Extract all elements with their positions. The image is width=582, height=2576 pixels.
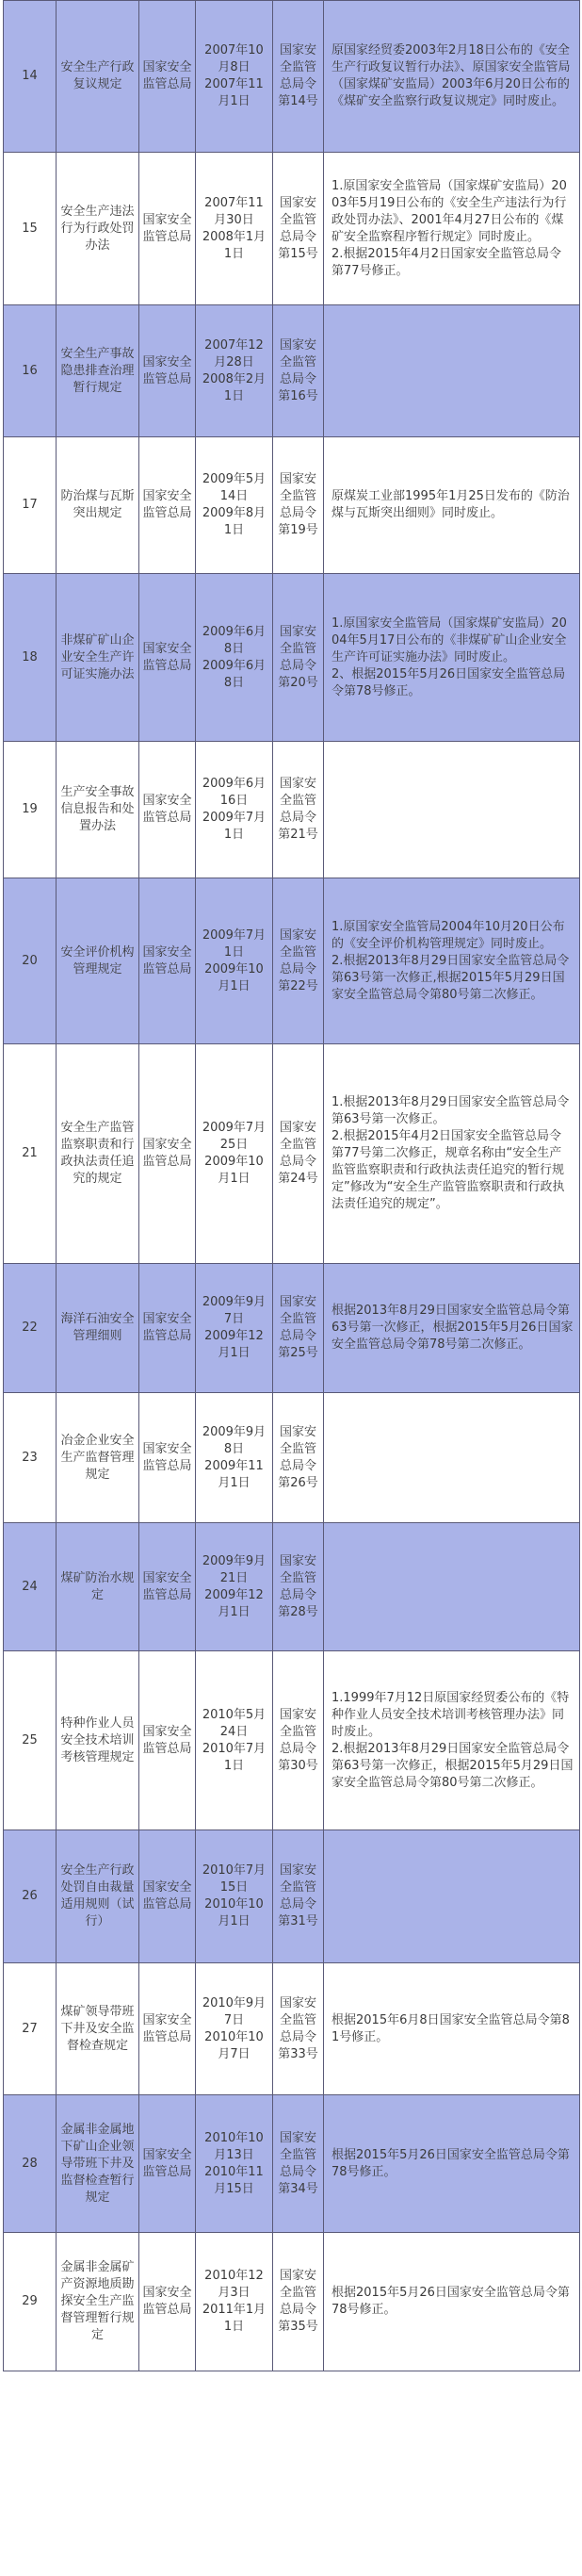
- order-number: 国家安全监管总局令第28号: [278, 1553, 318, 1619]
- regulation-name: 安全生产监管监察职责和行政执法责任追究的规定: [60, 1121, 135, 1186]
- promulgation-effective-dates: 2010年5月24日: [202, 1707, 267, 1739]
- promulgation-effective-dates: 2010年10月7日: [204, 2029, 264, 2061]
- promulgation-effective-dates: 2009年6月16日: [202, 777, 267, 808]
- order-number: 国家安全监管总局令第20号: [278, 624, 318, 690]
- remarks: 根据2013年8月29日国家安全监管总局令第63号第一次修正，根据2015年5月26日国家安全监管总局令第78号第二次修正。: [331, 1304, 574, 1352]
- row-number: 22: [22, 1321, 38, 1335]
- promulgation-effective-dates: 2010年9月7日: [202, 1995, 267, 2027]
- order-number-cell: [273, 1, 324, 153]
- promulgation-effective-dates-cell: [196, 2233, 273, 2371]
- table-row: [4, 742, 580, 878]
- promulgation-effective-dates-cell: [196, 437, 273, 574]
- promulgation-effective-dates-cell: [196, 1830, 273, 1963]
- regulation-name: 安全评价机构管理规定: [60, 944, 135, 976]
- promulgation-effective-dates: 2007年11月1日: [204, 77, 264, 108]
- order-number: 国家安全监管总局令第25号: [278, 1295, 318, 1360]
- table-row: [4, 153, 580, 305]
- remarks: 2、根据2015年5月26日国家安全监管总局令第78号修正。: [331, 666, 566, 698]
- regulation-name: 海洋石油安全管理细则: [60, 1312, 135, 1343]
- order-number-cell: [273, 1523, 324, 1651]
- row-number-cell: [4, 1393, 57, 1523]
- order-number: 国家安全监管总局令第22号: [278, 927, 318, 993]
- order-number-cell: [273, 2233, 324, 2371]
- row-number-cell: [4, 878, 57, 1044]
- row-number: 17: [22, 498, 38, 512]
- order-number: 国家安全监管总局令第19号: [278, 472, 318, 537]
- regulation-name-cell: [57, 1393, 139, 1523]
- regulation-name-cell: [57, 742, 139, 878]
- issuing-authority-cell: [139, 1044, 196, 1264]
- regulation-name: 冶金企业安全生产监督管理规定: [60, 1433, 135, 1482]
- promulgation-effective-dates: 2007年12月28日: [204, 337, 264, 369]
- issuing-authority: 国家安全监管总局: [142, 2147, 192, 2179]
- promulgation-effective-dates-cell: [196, 1963, 273, 2095]
- row-number-cell: [4, 1044, 57, 1264]
- promulgation-effective-dates-cell: [196, 1393, 273, 1523]
- issuing-authority: 国家安全监管总局: [142, 212, 192, 244]
- promulgation-effective-dates: 2009年5月14日: [202, 472, 267, 503]
- order-number-cell: [273, 437, 324, 574]
- issuing-authority-cell: [139, 574, 196, 742]
- remarks: 2.根据2015年4月2日国家安全监管总局令第77号第二次修正，规章名称由“安全生产监管监察职责和行政执法责任追究的暂行规定”修改为“安全生产监管监察职责和行政执法责任追究的规定”。: [331, 1129, 565, 1211]
- issuing-authority-cell: [139, 1393, 196, 1523]
- remarks-cell: [324, 574, 580, 742]
- promulgation-effective-dates-cell: [196, 153, 273, 305]
- issuing-authority-cell: [139, 878, 196, 1044]
- row-number-cell: [4, 437, 57, 574]
- promulgation-effective-dates-cell: [196, 1264, 273, 1393]
- order-number: 国家安全监管总局令第24号: [278, 1121, 318, 1186]
- remarks-cell: [324, 1830, 580, 1963]
- table-row: [4, 1830, 580, 1963]
- issuing-authority: 国家安全监管总局: [142, 1880, 192, 1911]
- row-number-cell: [4, 1523, 57, 1651]
- regulation-name-cell: [57, 1523, 139, 1651]
- remarks: 根据2015年5月26日国家安全监管总局令第78号修正。: [331, 2286, 570, 2317]
- issuing-authority-cell: [139, 1651, 196, 1830]
- row-number: 24: [22, 1579, 38, 1594]
- promulgation-effective-dates: 2009年6月8日: [202, 624, 267, 656]
- order-number: 国家安全监管总局令第15号: [278, 195, 318, 261]
- promulgation-effective-dates-cell: [196, 1, 273, 153]
- table-row: [4, 1264, 580, 1393]
- table-row: [4, 1963, 580, 2095]
- promulgation-effective-dates: 2009年7月25日: [202, 1121, 267, 1152]
- regulation-name-cell: [57, 1264, 139, 1393]
- remarks-cell: [324, 437, 580, 574]
- order-number: 国家安全监管总局令第35号: [278, 2269, 318, 2334]
- issuing-authority: 国家安全监管总局: [142, 1312, 192, 1343]
- remarks: 1.原国家安全监管局（国家煤矿安监局）2003年5月19日公布的《安全生产违法行为行政处罚办法》、2001年4月27日公布的《煤矿安全监察程序暂行规定》同时废止。: [331, 178, 567, 244]
- issuing-authority-cell: [139, 1963, 196, 2095]
- issuing-authority: 国家安全监管总局: [142, 354, 192, 386]
- order-number: 国家安全监管总局令第14号: [278, 43, 318, 108]
- row-number-cell: [4, 305, 57, 437]
- promulgation-effective-dates-cell: [196, 574, 273, 742]
- regulation-name: 安全生产行政复议规定: [60, 60, 135, 91]
- promulgation-effective-dates-cell: [196, 878, 273, 1044]
- promulgation-effective-dates: 2009年7月1日: [202, 811, 267, 842]
- order-number-cell: [273, 742, 324, 878]
- remarks: 1.1999年7月12日原国家经贸委公布的《特种作业人员安全技术培训考核管理办法》同时废止。: [331, 1690, 570, 1739]
- table-row: [4, 574, 580, 742]
- promulgation-effective-dates-cell: [196, 1651, 273, 1830]
- regulation-name: 生产安全事故信息报告和处置办法: [60, 785, 135, 833]
- regulation-name-cell: [57, 878, 139, 1044]
- order-number-cell: [273, 1830, 324, 1963]
- promulgation-effective-dates: 2009年6月8日: [202, 658, 267, 690]
- remarks-cell: [324, 1393, 580, 1523]
- regulation-name: 安全生产行政处罚自由裁量适用规则（试行）: [60, 1863, 135, 1928]
- issuing-authority-cell: [139, 1, 196, 153]
- promulgation-effective-dates: 2009年7月1日: [202, 927, 267, 960]
- row-number-cell: [4, 1, 57, 153]
- order-number: 国家安全监管总局令第33号: [278, 1995, 318, 2061]
- remarks-cell: [324, 742, 580, 878]
- issuing-authority-cell: [139, 437, 196, 574]
- regulation-name-cell: [57, 1830, 139, 1963]
- promulgation-effective-dates: 2010年12月3日: [204, 2269, 264, 2300]
- promulgation-effective-dates: 2010年10月1日: [204, 1897, 264, 1928]
- promulgation-effective-dates: 2007年10月8日: [204, 43, 264, 74]
- row-number-cell: [4, 742, 57, 878]
- issuing-authority: 国家安全监管总局: [142, 1138, 192, 1169]
- issuing-authority: 国家安全监管总局: [142, 2012, 192, 2044]
- regulation-name-cell: [57, 153, 139, 305]
- remarks: 根据2015年6月8日国家安全监管总局令第81号修正。: [331, 2012, 570, 2044]
- row-number-cell: [4, 1830, 57, 1963]
- remarks-cell: [324, 305, 580, 437]
- promulgation-effective-dates: 2011年1月1日: [202, 2303, 267, 2334]
- promulgation-effective-dates: 2009年8月1日: [202, 506, 267, 537]
- remarks: 2.根据2013年8月29日国家安全监管总局令第63号第一次修正,根据2015年5月29日国家安全监管总局令第80号第二次修正。: [331, 953, 570, 1002]
- table-row: [4, 1393, 580, 1523]
- table-body: [4, 1, 580, 2371]
- issuing-authority: 国家安全监管总局: [142, 1441, 192, 1473]
- promulgation-effective-dates: 2009年11月1日: [204, 1458, 264, 1490]
- order-number-cell: [273, 878, 324, 1044]
- regulation-name-cell: [57, 1651, 139, 1830]
- row-number: 26: [22, 1889, 38, 1903]
- promulgation-effective-dates: 2010年7月15日: [202, 1863, 267, 1895]
- row-number-cell: [4, 1651, 57, 1830]
- row-number-cell: [4, 574, 57, 742]
- remarks-cell: [324, 153, 580, 305]
- issuing-authority: 国家安全监管总局: [142, 944, 192, 976]
- regulation-name-cell: [57, 2233, 139, 2371]
- regulations-table: [3, 0, 580, 2371]
- row-number: 15: [22, 221, 38, 236]
- remarks: 1.原国家安全监管局2004年10月20日公布的《安全评价机构管理规定》同时废止。: [331, 919, 565, 951]
- promulgation-effective-dates: 2010年10月13日: [204, 2130, 264, 2162]
- regulation-name: 煤矿防治水规定: [60, 1570, 135, 1602]
- promulgation-effective-dates: 2009年10月1日: [204, 1155, 264, 1186]
- row-number: 16: [22, 363, 38, 378]
- row-number: 14: [22, 69, 38, 83]
- promulgation-effective-dates: 2009年9月21日: [202, 1553, 267, 1585]
- row-number: 23: [22, 1450, 38, 1465]
- promulgation-effective-dates-cell: [196, 1523, 273, 1651]
- remarks-cell: [324, 878, 580, 1044]
- row-number-cell: [4, 1264, 57, 1393]
- issuing-authority-cell: [139, 305, 196, 437]
- table-row: [4, 1523, 580, 1651]
- order-number-cell: [273, 574, 324, 742]
- issuing-authority-cell: [139, 2095, 196, 2233]
- promulgation-effective-dates-cell: [196, 1044, 273, 1264]
- remarks: 1.原国家安全监管局（国家煤矿安监局）2004年5月17日公布的《非煤矿矿山企业安全生产许可证实施办法》同时废止。: [331, 615, 567, 665]
- row-number: 19: [22, 802, 38, 816]
- row-number: 28: [22, 2156, 38, 2171]
- row-number-cell: [4, 153, 57, 305]
- table-row: [4, 1044, 580, 1264]
- issuing-authority-cell: [139, 2233, 196, 2371]
- issuing-authority-cell: [139, 1264, 196, 1393]
- regulation-name: 金属非金属矿产资源地质勘探安全生产监督管理暂行规定: [60, 2260, 135, 2342]
- order-number-cell: [273, 305, 324, 437]
- order-number: 国家安全监管总局令第31号: [278, 1863, 318, 1928]
- regulation-name: 安全生产违法行为行政处罚办法: [60, 204, 135, 253]
- regulation-name-cell: [57, 1044, 139, 1264]
- regulation-name: 金属非金属地下矿山企业领导带班下井及监督检查暂行规定: [60, 2122, 135, 2205]
- remarks-cell: [324, 1, 580, 153]
- remarks: 根据2015年5月26日国家安全监管总局令第78号修正。: [331, 2147, 570, 2179]
- table-row: [4, 2233, 580, 2371]
- issuing-authority: 国家安全监管总局: [142, 489, 192, 520]
- order-number: 国家安全监管总局令第30号: [278, 1707, 318, 1773]
- regulation-name-cell: [57, 2095, 139, 2233]
- issuing-authority-cell: [139, 1523, 196, 1651]
- remarks-cell: [324, 2095, 580, 2233]
- table-row: [4, 2095, 580, 2233]
- remarks-cell: [324, 1651, 580, 1830]
- remarks-cell: [324, 1963, 580, 2095]
- issuing-authority: 国家安全监管总局: [142, 641, 192, 673]
- remarks: 2.根据2013年8月29日国家安全监管总局令第63号第一次修正，根据2015年5月29日国家安全监管总局令第80号第二次修正。: [331, 1741, 574, 1790]
- order-number: 国家安全监管总局令第16号: [278, 337, 318, 403]
- remarks-cell: [324, 1523, 580, 1651]
- row-number: 21: [22, 1146, 38, 1160]
- row-number-cell: [4, 1963, 57, 2095]
- table-row: [4, 1, 580, 153]
- regulation-name-cell: [57, 305, 139, 437]
- table-row: [4, 305, 580, 437]
- row-number: 20: [22, 953, 38, 968]
- promulgation-effective-dates: 2009年9月7日: [202, 1295, 267, 1326]
- order-number-cell: [273, 1393, 324, 1523]
- remarks-cell: [324, 2233, 580, 2371]
- promulgation-effective-dates: 2009年12月1日: [204, 1329, 264, 1360]
- remarks: 原国家经贸委2003年2月18日公布的《安全生产行政复议暂行办法》、原国家安全监管局（国家煤矿安监局）2003年6月20日公布的《煤矿安全监察行政复议规定》同时废止。: [331, 43, 571, 108]
- remarks-cell: [324, 1264, 580, 1393]
- regulation-name: 非煤矿矿山企业安全生产许可证实施办法: [60, 632, 135, 681]
- row-number-cell: [4, 2233, 57, 2371]
- promulgation-effective-dates: 2008年2月1日: [202, 371, 267, 403]
- issuing-authority: 国家安全监管总局: [142, 1570, 192, 1602]
- promulgation-effective-dates-cell: [196, 742, 273, 878]
- order-number-cell: [273, 1963, 324, 2095]
- issuing-authority: 国家安全监管总局: [142, 2286, 192, 2317]
- remarks: 原煤炭工业部1995年1月25日发布的《防治煤与瓦斯突出细则》同时废止。: [331, 489, 570, 520]
- issuing-authority-cell: [139, 1830, 196, 1963]
- promulgation-effective-dates-cell: [196, 2095, 273, 2233]
- promulgation-effective-dates: 2009年12月1日: [204, 1587, 264, 1619]
- promulgation-effective-dates: 2009年10月1日: [204, 961, 264, 993]
- issuing-authority-cell: [139, 153, 196, 305]
- row-number: 29: [22, 2294, 38, 2308]
- order-number: 国家安全监管总局令第34号: [278, 2130, 318, 2196]
- promulgation-effective-dates: 2009年9月8日: [202, 1424, 267, 1456]
- promulgation-effective-dates: 2008年1月1日: [202, 229, 267, 261]
- remarks: 2.根据2015年4月2日国家安全监管总局令第77号修正。: [331, 246, 562, 278]
- issuing-authority: 国家安全监管总局: [142, 60, 192, 91]
- order-number-cell: [273, 1651, 324, 1830]
- regulation-name: 安全生产事故隐患排查治理暂行规定: [60, 346, 135, 395]
- row-number: 25: [22, 1732, 38, 1747]
- order-number-cell: [273, 153, 324, 305]
- row-number-cell: [4, 2095, 57, 2233]
- order-number-cell: [273, 2095, 324, 2233]
- order-number: 国家安全监管总局令第21号: [278, 777, 318, 842]
- issuing-authority: 国家安全监管总局: [142, 794, 192, 825]
- issuing-authority: 国家安全监管总局: [142, 1724, 192, 1756]
- promulgation-effective-dates: 2010年7月1日: [202, 1741, 267, 1773]
- order-number: 国家安全监管总局令第26号: [278, 1424, 318, 1490]
- regulation-name: 防治煤与瓦斯突出规定: [60, 489, 135, 520]
- row-number: 27: [22, 2021, 38, 2036]
- regulation-name-cell: [57, 437, 139, 574]
- promulgation-effective-dates-cell: [196, 305, 273, 437]
- regulation-name: 煤矿领导带班下井及安全监督检查规定: [60, 2004, 135, 2053]
- remarks: 1.根据2013年8月29日国家安全监管总局令第63号第一次修正。: [331, 1095, 570, 1126]
- promulgation-effective-dates: 2010年11月15日: [204, 2164, 264, 2196]
- regulation-name: 特种作业人员安全技术培训考核管理规定: [60, 1715, 135, 1764]
- order-number-cell: [273, 1264, 324, 1393]
- row-number: 18: [22, 649, 38, 665]
- order-number-cell: [273, 1044, 324, 1264]
- remarks-cell: [324, 1044, 580, 1264]
- table-row: [4, 878, 580, 1044]
- table-row: [4, 437, 580, 574]
- regulation-name-cell: [57, 1963, 139, 2095]
- regulation-name-cell: [57, 574, 139, 742]
- promulgation-effective-dates: 2007年11月30日: [204, 195, 264, 227]
- issuing-authority-cell: [139, 742, 196, 878]
- regulation-name-cell: [57, 1, 139, 153]
- table-row: [4, 1651, 580, 1830]
